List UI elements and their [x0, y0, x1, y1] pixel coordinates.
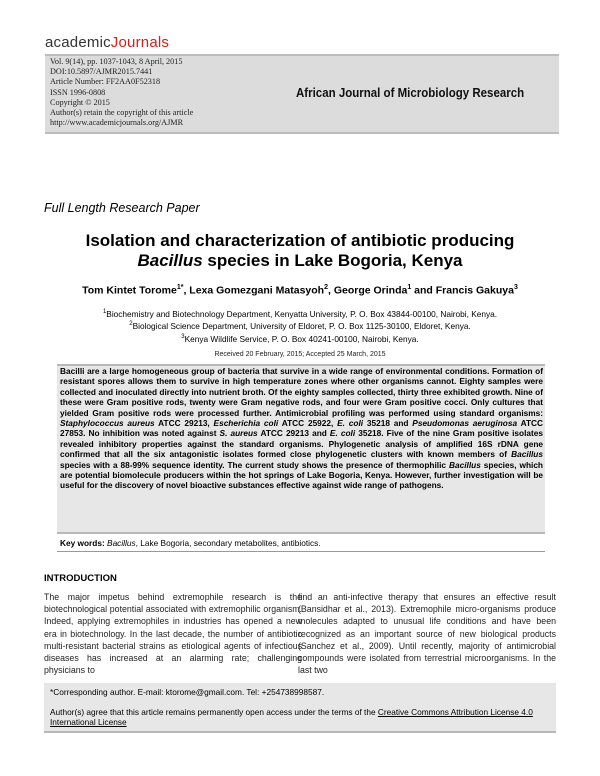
- journal-url[interactable]: http://www.academicjournals.org/AJMR: [50, 118, 184, 128]
- author-list: Tom Kintet Torome$^{1*}$, Lexa Gomezgani Matasyoh$^2$, George Orinda$^1$ and Francis Gakuya$^3$: [82, 284, 518, 297]
- license-statement: Author(s) agree that this article remains permanently open access under the terms of the Creative Commons Attribution License 4.0 International License: [50, 707, 533, 728]
- intro-column-right: find an anti-infective therapy that ensures an effective result (Bansidhar et al., 2013). Extremophile micro-organisms produce molecules adapted to unusual life conditions and have been recognized as an important source of new biological products (Sanchez et al., 2009). Until recently, majority of antimicrobial compounds were isolated from terrestrial microorganisms. In the last two: [298, 592, 556, 676]
- doi: DOI:10.5897/AJMR2015.7441: [50, 67, 153, 77]
- affiliation-3: $^3$Kenya Wildlife Service, P. O. Box 40241-00100, Nairobi, Kenya.: [181, 333, 419, 344]
- article-metadata: [50, 57, 193, 128]
- intro-column-left: The major impetus behind extremophile research is the biotechnological potential associated with extremophilic organism. Indeed, applying extremophiles in industries has opened a new era in biotechnology. In the last decade, the number of antibiotic multi-resistant bacterial strains as etiological agents of infectious diseases has increased at an alarming rate; challenging physicians to: [44, 592, 302, 676]
- license-link[interactable]: Creative Commons Attribution License 4.0 International License: [50, 707, 533, 728]
- paper-type: Full Length Research Paper: [44, 201, 200, 215]
- issn: ISSN 1996-0808: [50, 87, 106, 97]
- paper-title: [40, 231, 560, 271]
- title-line-2: Bacillus species in Lake Bogoria, Kenya: [137, 251, 463, 270]
- copyright: Copyright © 2015: [50, 97, 110, 107]
- abstract-text: Bacilli are a large homogeneous group of bacteria that survive in a wide range of environmental conditions. Formation of resistant spores allows them to survive in high temperature zones where other organisms cannot. Eighty samples were collected and inoculated directly into nutrient broth. Of the eighty samples collected, thirty three exhibited growth. Nine of these were Gram positive rods, twenty were Gram negative rods, and four were Gram positive cocci. Only cultures that yielded Gram positive rods were processed further. Antimicrobial profiling was performed using standard organisms: Staphylococcus aureus ATCC 29213, Escherichia coli ATCC 25922, E. coli 35218 and Pseudomonas aeruginosa ATCC 27853. No inhibition was noted against S. aureus ATCC 29213 and E. coli 35218. Five of the nine Gram positive isolates revealed inhibitory properties against the standard organisms. Phylogenetic analysis of amplified 16S rDNA gene confirmed that all the six antagonistic isolates formed close phylogenetic clusters with known members of Bacillus species with a 88-99% sequence identity. The current study shows the presence of thermophilic Bacillus species, which are potential biomolecule producers within the hot springs of Lake Bogoria, Kenya. However, further investigation will be useful for the discovery of novel bioactive substances effective against wide range of pathogens.: [60, 366, 543, 491]
- article-number: Article Number: FF2AA0F52318: [50, 77, 161, 87]
- corresponding-author: *Corresponding author. E-mail: ktorome@gmail.com. Tel: +254738998587.: [50, 687, 325, 697]
- title-line-1: Isolation and characterization of antibiotic producing: [85, 231, 515, 250]
- keywords: Key words: Bacillus, Lake Bogoria, secondary metabolites, antibiotics.: [60, 538, 321, 548]
- keywords-divider: [57, 551, 545, 552]
- journal-name: African Journal of Microbiology Research: [296, 86, 525, 100]
- affiliation-1: $^1$Biochemistry and Biotechnology Department, Kenyatta University, P. O. Box 43844-00100, Nairobi, Kenya.: [102, 308, 498, 319]
- section-heading-introduction: INTRODUCTION: [44, 573, 117, 584]
- author-rights: Author(s) retain the copyright of this article: [50, 108, 194, 118]
- affiliation-2: $^2$Biological Science Department, University of Eldoret, P. O. Box 1125-30100, Eldoret, Kenya.: [129, 321, 471, 332]
- volume-info: Vol. 9(14), pp. 1037-1043, 8 April, 2015: [50, 57, 183, 66]
- received-accepted-dates: Received 20 February, 2015; Accepted 25 March, 2015: [214, 351, 386, 358]
- publisher-logo: academicJournals: [45, 34, 170, 51]
- affiliations: [40, 307, 560, 344]
